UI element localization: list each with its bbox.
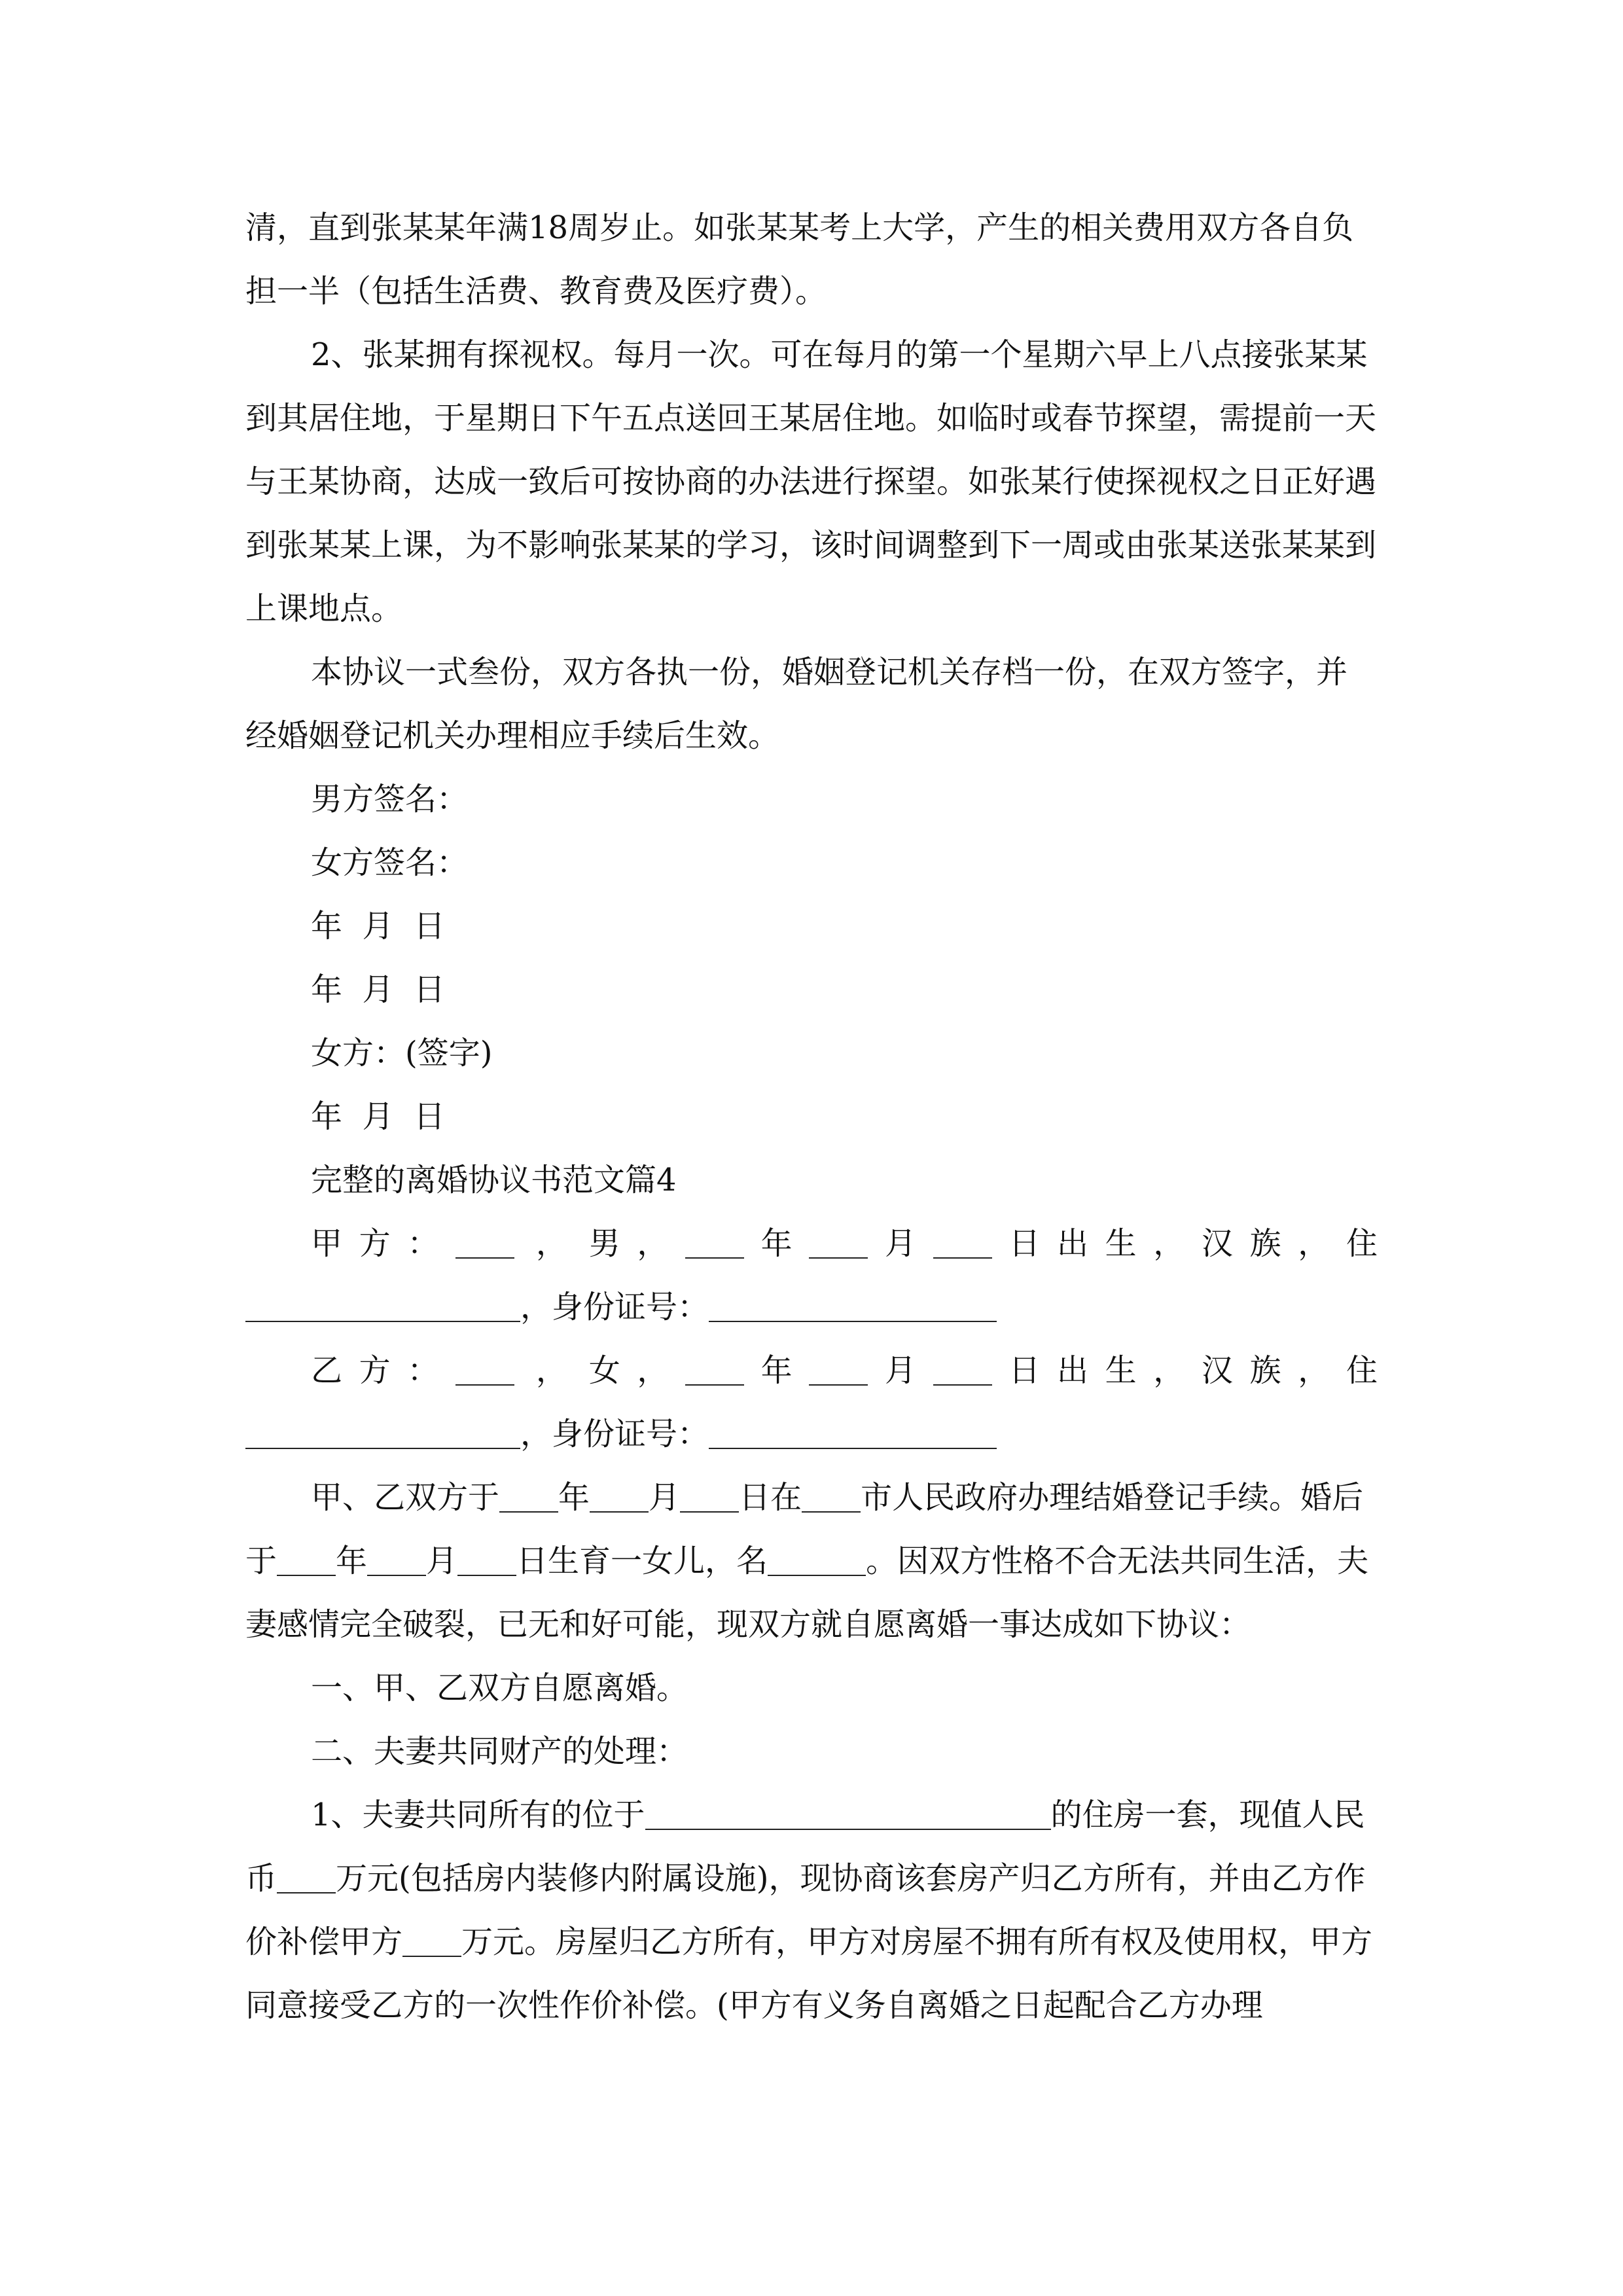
section-title: 完整的离婚协议书范文篇4 <box>311 1162 677 1198</box>
paragraph-agreement-copies: 本协议一式叁份，双方各执一份，婚姻登记机关存档一份，在双方签字，并经婚姻登记机关办理相应手续后生效。 <box>245 654 1348 754</box>
clause-divorce: 一、甲、乙双方自愿离婚。 <box>311 1670 688 1706</box>
date-line-1: 年 月 日 <box>311 908 446 944</box>
party-a-line: 甲方： ， 男， 年 月 日出生，汉族，住 <box>311 1225 1378 1262</box>
house-value-blank <box>277 1861 336 1893</box>
party-b-month-blank <box>809 1353 868 1386</box>
party-a-gender: 男， <box>588 1225 686 1262</box>
paragraph-child-support: 清，直到张某某年满18周岁止。如张某某考上大学，产生的相关费用双方各自负担一半（包括生活费、教育费及医疗费）。 <box>245 209 1354 310</box>
marriage-text-6: 年 <box>336 1543 368 1579</box>
party-a-id-line <box>245 1276 1378 1339</box>
party-a-id-label: ，身份证号： <box>520 1289 709 1325</box>
birth-month-blank <box>367 1543 426 1576</box>
compensation-blank <box>402 1924 461 1957</box>
marriage-city-blank <box>802 1480 861 1513</box>
party-b-id-label: ，身份证号： <box>520 1416 709 1452</box>
house-text-3: 万元(包括房内装修内附属设施)，现协商该套房产归乙方所有，并由乙方作价补偿甲方 <box>245 1860 1366 1960</box>
birth-year-blank <box>277 1543 336 1576</box>
party-b-id-blank <box>709 1416 997 1449</box>
party-b-year: 年 <box>744 1352 810 1389</box>
female-signature-label: 女方：(签字) <box>311 1035 493 1071</box>
male-signature-line: 男方签名： <box>311 781 469 817</box>
paragraph-visitation: 2、张某拥有探视权。每月一次。可在每月的第一个星期六早上八点接张某某到其居住地，于星期日下午五点送回王某居住地。如临时或春节探望，需提前一天与王某协商，达成一致后可按协商的办法进行探望。如张某行使探视权之日正好遇到张某某上课，为不影响张某某的学习，该时间调整到下一周或由张某送张某某到上课地点。 <box>245 336 1377 627</box>
female-signature-line: 女方签名： <box>311 844 469 881</box>
party-b-year-blank <box>685 1353 744 1386</box>
birth-day-blank <box>457 1543 516 1576</box>
marriage-text-4: 日在 <box>739 1479 802 1516</box>
party-a-id-blank <box>709 1289 997 1322</box>
party-b-label: 乙方： <box>311 1352 455 1389</box>
party-a-year: 年 <box>744 1225 810 1262</box>
party-b-address-blank <box>245 1416 520 1449</box>
party-b-line: 乙方： ， 女， 年 月 日出生，汉族，住 <box>311 1352 1378 1389</box>
party-a-address-blank <box>245 1289 520 1322</box>
party-b-day-blank <box>933 1353 992 1386</box>
marriage-text-9: 。因双方性格不合无法共同生活，夫妻感情完全破裂，已无和好可能，现双方就自愿离婚一事达成如下协议： <box>245 1543 1369 1643</box>
clause-property: 二、夫妻共同财产的处理： <box>311 1733 688 1770</box>
date-line-2: 年 月 日 <box>311 971 446 1008</box>
marriage-text-1: 甲、乙双方于 <box>311 1479 500 1516</box>
party-a-year-blank <box>685 1226 744 1259</box>
house-address-blank <box>645 1797 1051 1830</box>
house-text-1: 1、夫妻共同所有的位于 <box>311 1797 645 1833</box>
party-a-day-blank <box>933 1226 992 1259</box>
marriage-text-3: 月 <box>649 1479 681 1516</box>
marriage-text-7: 月 <box>426 1543 458 1579</box>
house-text-4: 万元。房屋归乙方所有，甲方对房屋不拥有所有权及使用权，甲方同意接受乙方的一次性作价补偿。(甲方有义务自离婚之日起配合乙方办理 <box>245 1924 1373 2024</box>
paragraph-house <box>245 1784 1378 2037</box>
party-b-gender: 女， <box>588 1352 686 1389</box>
document-body <box>245 196 1378 2037</box>
party-a-name-blank <box>455 1226 514 1259</box>
party-a-birth: 日出生，汉族，住 <box>991 1225 1378 1262</box>
party-a-month-blank <box>809 1226 868 1259</box>
party-a-label: 甲方： <box>311 1225 455 1262</box>
party-b-id-line <box>245 1403 1378 1466</box>
marriage-day-blank <box>680 1480 739 1513</box>
party-a-month: 月 <box>868 1225 933 1262</box>
marriage-year-blank <box>499 1480 558 1513</box>
paragraph-marriage <box>245 1466 1378 1657</box>
marriage-text-5: 市人民政府办理结婚登记手续。婚后于 <box>245 1479 1364 1579</box>
daughter-name-blank <box>768 1543 866 1576</box>
marriage-month-blank <box>590 1480 649 1513</box>
party-b-month: 月 <box>868 1352 933 1389</box>
house-text-2: 的住房一套，现值人民币 <box>245 1797 1365 1897</box>
party-b-birth: 日出生，汉族，住 <box>991 1352 1378 1389</box>
marriage-text-8: 日生育一女儿，名 <box>516 1543 768 1579</box>
date-line-3: 年 月 日 <box>311 1098 446 1135</box>
party-b-name-blank <box>455 1353 514 1386</box>
marriage-text-2: 年 <box>558 1479 590 1516</box>
